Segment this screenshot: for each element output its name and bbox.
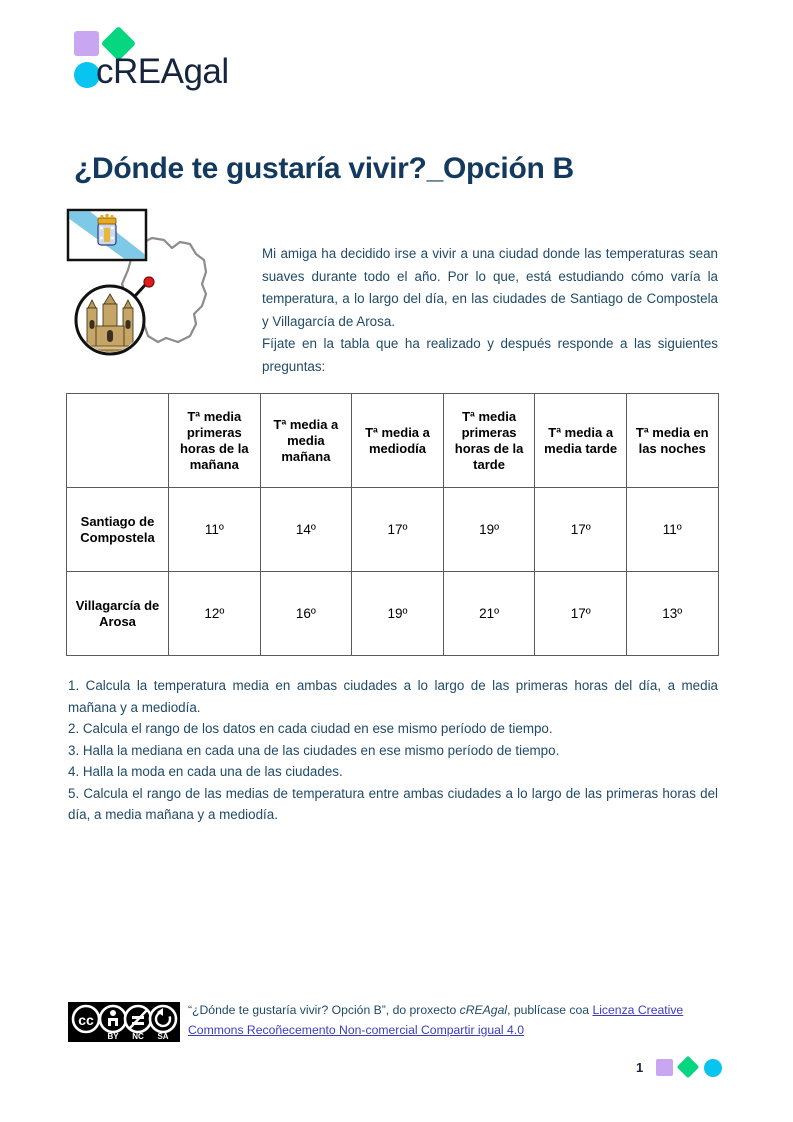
galicia-illustration [66, 208, 256, 363]
table-column-header: Tª media a media tarde [535, 394, 627, 488]
footer-attribution [188, 1000, 720, 1040]
footer-square-icon [656, 1059, 673, 1076]
table-cell: 17º [535, 488, 627, 572]
question-item: 2. Calcula el rango de los datos en cada ciudad en ese mismo período de tiempo. [68, 721, 553, 736]
table-column-header: Tª media primeras horas de la tarde [443, 394, 535, 488]
brand-logo [74, 31, 334, 91]
svg-text:cc: cc [78, 1012, 94, 1028]
license-link[interactable]: Licenza Creative Commons Recoñecemento Non-comercial Compartir igual 4.0 [188, 1003, 684, 1037]
table-cell: 13º [626, 572, 718, 656]
table-cell: 17º [352, 488, 444, 572]
intro-line-2: Fíjate en la tabla que ha realizado y después responde a las siguientes preguntas: [262, 336, 718, 374]
table-column-header: Tª media a media mañana [260, 394, 352, 488]
page-number: 1 [636, 1060, 644, 1075]
santiago-cathedral-inset [76, 286, 144, 354]
page-footer-bar [636, 1057, 726, 1079]
table-row [67, 572, 719, 656]
page-title: ¿Dónde te gustaría vivir?_Opción B [74, 152, 574, 185]
table-cell: 11º [626, 488, 718, 572]
table-corner-cell [67, 394, 169, 488]
table-column-header: Tª media a mediodía [352, 394, 444, 488]
galicia-flag-icon [68, 210, 146, 260]
table-cell: 21º [443, 572, 535, 656]
table-cell: 14º [260, 488, 352, 572]
table-row-label: Santiago de Compostela [67, 488, 169, 572]
table-cell: 19º [352, 572, 444, 656]
questions-list [68, 675, 718, 826]
footer-diamond-icon [677, 1056, 700, 1079]
table-cell: 17º [535, 572, 627, 656]
intro-paragraph [262, 243, 718, 378]
svg-text:BY: BY [107, 1032, 119, 1041]
footer-quote: “¿Dónde te gustaría vivir? Opción B”, do proxecto [188, 1003, 460, 1017]
question-item: 3. Halla la mediana en cada una de las ciudades en ese mismo período de tiempo. [68, 742, 560, 758]
table-cell: 16º [260, 572, 352, 656]
footer-middle: , publícase coa [507, 1003, 593, 1017]
table-row [67, 488, 719, 572]
svg-text:NC: NC [132, 1032, 144, 1041]
table-cell: 12º [169, 572, 261, 656]
table-row-label: Villagarcía de Arosa [67, 572, 169, 656]
svg-text:SA: SA [157, 1032, 169, 1041]
question-item: 5. Calcula el rango de las medias de temperatura entre ambas ciudades a lo largo de las primeras horas del día, a media mañana y a mediodía. [68, 785, 718, 822]
footer-project-name: cREAgal [459, 1003, 508, 1017]
footer-circle-icon [704, 1059, 722, 1077]
table-cell: 19º [443, 488, 535, 572]
logo-wordmark: cREAgal [96, 52, 229, 91]
table-header-row [67, 394, 719, 488]
table-column-header: Tª media primeras horas de la mañana [169, 394, 261, 488]
intro-line-1: Mi amiga ha decidido irse a vivir a una ciudad donde las temperaturas sean suaves durante todo el año. Por lo que, está estudiando cómo varía la temperatura, a lo largo del día, en las ciudades de Santiago de Compostela y Villagarcía de Arosa. [262, 246, 718, 329]
table-cell: 11º [169, 488, 261, 572]
question-item: 4. Halla la moda en cada una de las ciudades. [68, 764, 343, 779]
temperature-table [66, 393, 719, 656]
creative-commons-badge-icon [68, 1002, 180, 1042]
table-column-header: Tª media en las noches [626, 394, 718, 488]
question-item: 1. Calcula la temperatura media en ambas ciudades a lo largo de las primeras horas del día, a media mañana y a mediodía. [68, 678, 718, 715]
